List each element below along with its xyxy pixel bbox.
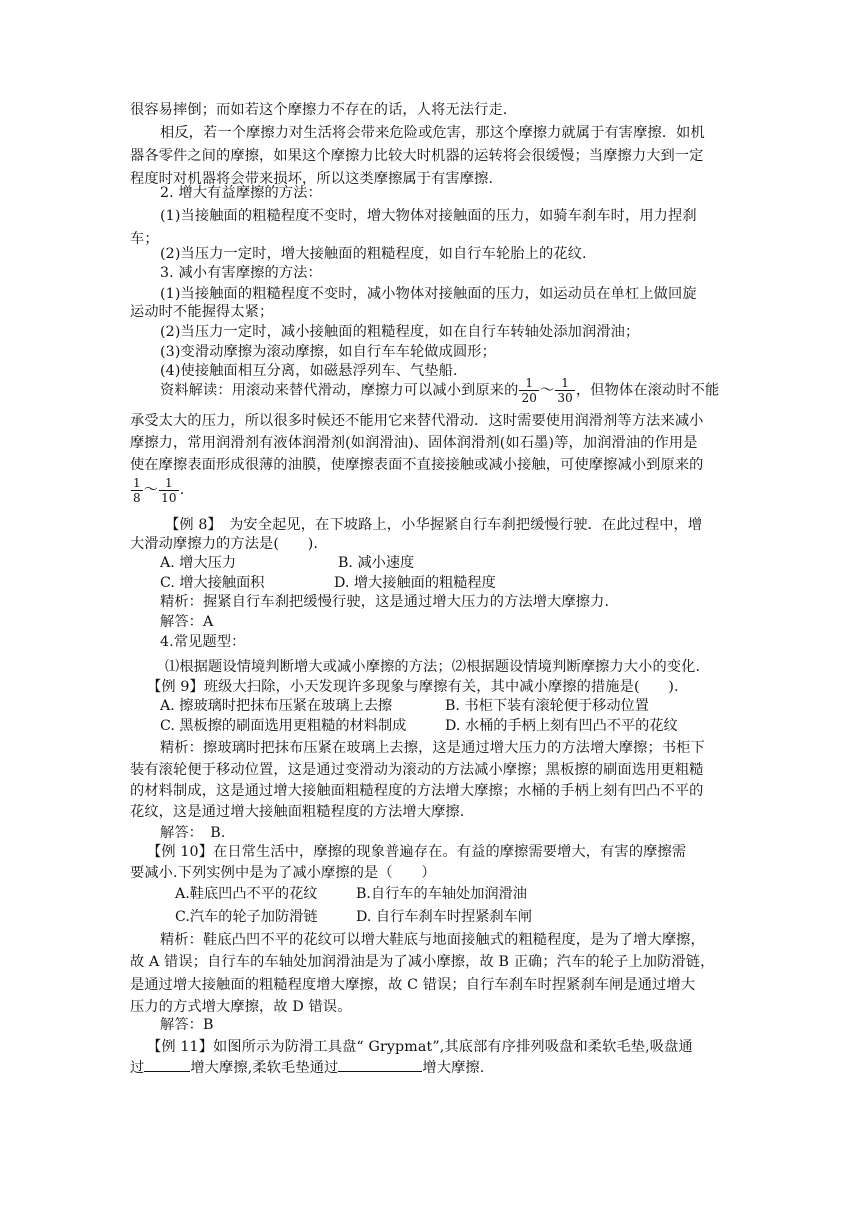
text-segment: ，但物体在滚动时不能 — [575, 382, 720, 399]
text-line: 使在摩擦表面形成很薄的油膜，使摩擦表面不直接接触或减小接触，可使摩擦减小到原来的 — [130, 457, 704, 473]
fraction-denominator: 20 — [521, 391, 538, 405]
option-b: B. 书柜下装有滚轮便于移动位置 — [445, 698, 649, 714]
text-line: (2)当压力一定时，增大接触面的粗糙程度，如自行车轮胎上的花纹. — [160, 246, 587, 262]
fraction-denominator: 30 — [557, 391, 573, 405]
section-heading-decrease: 3. 减小有害摩擦的方法： — [160, 265, 322, 281]
text-line: ⑴根据题设情境判断增大或减小摩擦的方法；⑵根据题设情境判断摩擦力大小的变化. — [165, 659, 701, 675]
fraction-numerator: 1 — [555, 376, 575, 391]
fraction-1-8 — [131, 476, 143, 505]
text-segment: ～ — [143, 482, 159, 498]
text-segment: 增大摩擦,柔软毛垫通过 — [190, 1060, 339, 1076]
data-interpretation-line — [160, 376, 719, 405]
fraction-denominator: 8 — [133, 490, 141, 505]
text-line: 器各零件之间的摩擦，如果这个摩擦力比较大时机器的运转将会很缓慢；当摩擦力大到一定 — [130, 148, 704, 164]
fraction-denominator: 10 — [161, 490, 177, 505]
option-a: A.鞋底凹凸不平的花纹 — [175, 886, 318, 902]
analysis-text: 精析：擦玻璃时把抹布压紧在玻璃上去擦，这是通过增大压力的方法增大摩擦；书柜下 — [160, 740, 705, 756]
option-b: B. 减小速度 — [338, 555, 415, 571]
text-line: (3)变滑动摩擦为滚动摩擦，如自行车车轮做成圆形； — [160, 344, 496, 360]
paragraph-harmful-friction: 相反，若一个摩擦力对生活将会带来危险或危害，那这个摩擦力就属于有害摩擦．如机 — [160, 125, 705, 141]
fill-in-line — [130, 1057, 484, 1078]
text-segment: 资料解读：用滚动来替代滑动，摩擦力可以减小到原来的 — [160, 382, 519, 399]
fraction-1-20 — [519, 376, 539, 405]
text-segment: . — [179, 482, 185, 498]
text-line: 的材料制成，这是通过增大接触面粗糙程度的方法增大摩擦；水桶的手柄上刻有凹凸不平的 — [130, 783, 704, 799]
answer-text: 解答： B. — [160, 825, 226, 841]
fraction-numerator: 1 — [133, 475, 141, 490]
option-b: B.自行车的车轴处加润滑油 — [356, 886, 527, 902]
section-heading-increase: 2. 增大有益摩擦的方法： — [160, 185, 322, 201]
answer-blank-2[interactable] — [338, 1057, 422, 1072]
text-line: 摩擦力，常用润滑剂有液体润滑剂(如润滑油)、固体润滑剂(如石墨)等，加润滑油的作用是 — [130, 435, 698, 451]
section-heading-common-types: 4.常见题型： — [160, 634, 246, 650]
answer-blank-1[interactable] — [144, 1057, 190, 1072]
option-c: C. 黑板擦的刷面选用更粗糙的材料制成 — [160, 718, 407, 734]
answer-text: 解答：B — [160, 1017, 214, 1033]
example-10-question: 【例 10】在日常生活中，摩擦的现象普遍存在。有益的摩擦需要增大，有害的摩擦需 — [147, 844, 687, 860]
option-d: D. 自行车刹车时捏紧刹车闸 — [356, 909, 532, 925]
option-a: A. 擦玻璃时把抹布压紧在玻璃上去擦 — [160, 698, 393, 714]
option-c: C.汽车的轮子加防滑链 — [175, 909, 318, 925]
fraction-1-30 — [555, 376, 575, 405]
text-line: 要减小.下列实例中是为了减小摩擦的是（ ） — [130, 865, 436, 881]
option-c: C. 增大接触面积 — [160, 575, 265, 591]
example-11-question: 【例 11】如图所示为防滑工具盘“ Grypmat”,其底部有序排列吸盘和柔软毛垫,吸盘通 — [147, 1039, 693, 1055]
fraction-line — [130, 475, 184, 505]
text-segment: 过 — [130, 1060, 145, 1076]
text-segment: ～ — [540, 382, 555, 399]
fraction-numerator: 1 — [519, 376, 539, 391]
text-line: (4)使接触面相互分离，如磁悬浮列车、气垫船. — [160, 363, 458, 379]
text-line: (1)当接触面的粗糙程度不变时，增大物体对接触面的压力，如骑车刹车时，用力捏刹 — [160, 208, 697, 224]
fraction-1-10 — [159, 476, 179, 505]
text-line: 故 A 错误；自行车的车轴处加润滑油是为了减小摩擦，故 B 正确；汽车的轮子上加防滑链， — [130, 954, 715, 970]
text-line: 花纹，这是通过增大接触面粗糙程度的方法增大摩擦. — [130, 804, 465, 820]
text-line: (1)当接触面的粗糙程度不变时，减小物体对接触面的压力，如运动员在单杠上做回旋 — [160, 286, 697, 302]
text-line: (2)当压力一定时，减小接触面的粗糙程度，如在自行车转轴处添加润滑油； — [160, 324, 640, 340]
text-line: 装有滚轮便于移动位置，这是通过变滑动为滚动的方法减小摩擦；黑板擦的刷面选用更粗糙 — [130, 762, 704, 778]
option-d: D. 水桶的手柄上刻有凹凸不平的花纹 — [445, 718, 678, 734]
text-line: 很容易摔倒；而如若这个摩擦力不存在的话，人将无法行走. — [130, 102, 508, 118]
option-d: D. 增大接触面的粗糙程度 — [334, 575, 496, 591]
answer-text: 解答：A — [160, 614, 214, 630]
text-line: 是通过增大接触面的粗糙程度增大摩擦，故 C 错误；自行车刹车时捏紧刹车闸是通过增大 — [130, 977, 696, 993]
text-line: 承受太大的压力，所以很多时候还不能用它来替代滑动．这时需要使用润滑剂等方法来减小 — [130, 413, 704, 429]
example-8-question: 【例 8】 为安全起见，在下坡路上，小华握紧自行车刹把缓慢行驶．在此过程中，增 — [165, 517, 703, 533]
example-9-question: 【例 9】班级大扫除，小天发现许多现象与摩擦有关，其中减小摩擦的措施是( ). — [147, 679, 679, 695]
text-line: 程度时对机器将会带来损坏，所以这类摩擦属于有害摩擦. — [130, 171, 494, 187]
text-line: 大滑动摩擦力的方法是( ). — [130, 536, 319, 552]
option-a: A. 增大压力 — [160, 555, 237, 571]
analysis-text: 精析：握紧自行车刹把缓慢行驶，这是通过增大压力的方法增大摩擦力. — [160, 594, 610, 610]
text-line: 车； — [130, 231, 159, 247]
fraction-numerator: 1 — [159, 476, 179, 491]
analysis-text: 精析：鞋底凸凹不平的花纹可以增大鞋底与地面接触式的粗糙程度，是为了增大摩擦， — [160, 932, 705, 948]
text-line: 压力的方式增大摩擦，故 D 错误。 — [130, 999, 352, 1015]
text-line: 运动时不能握得太紧； — [130, 304, 274, 320]
text-segment: 增大摩擦. — [422, 1060, 485, 1076]
